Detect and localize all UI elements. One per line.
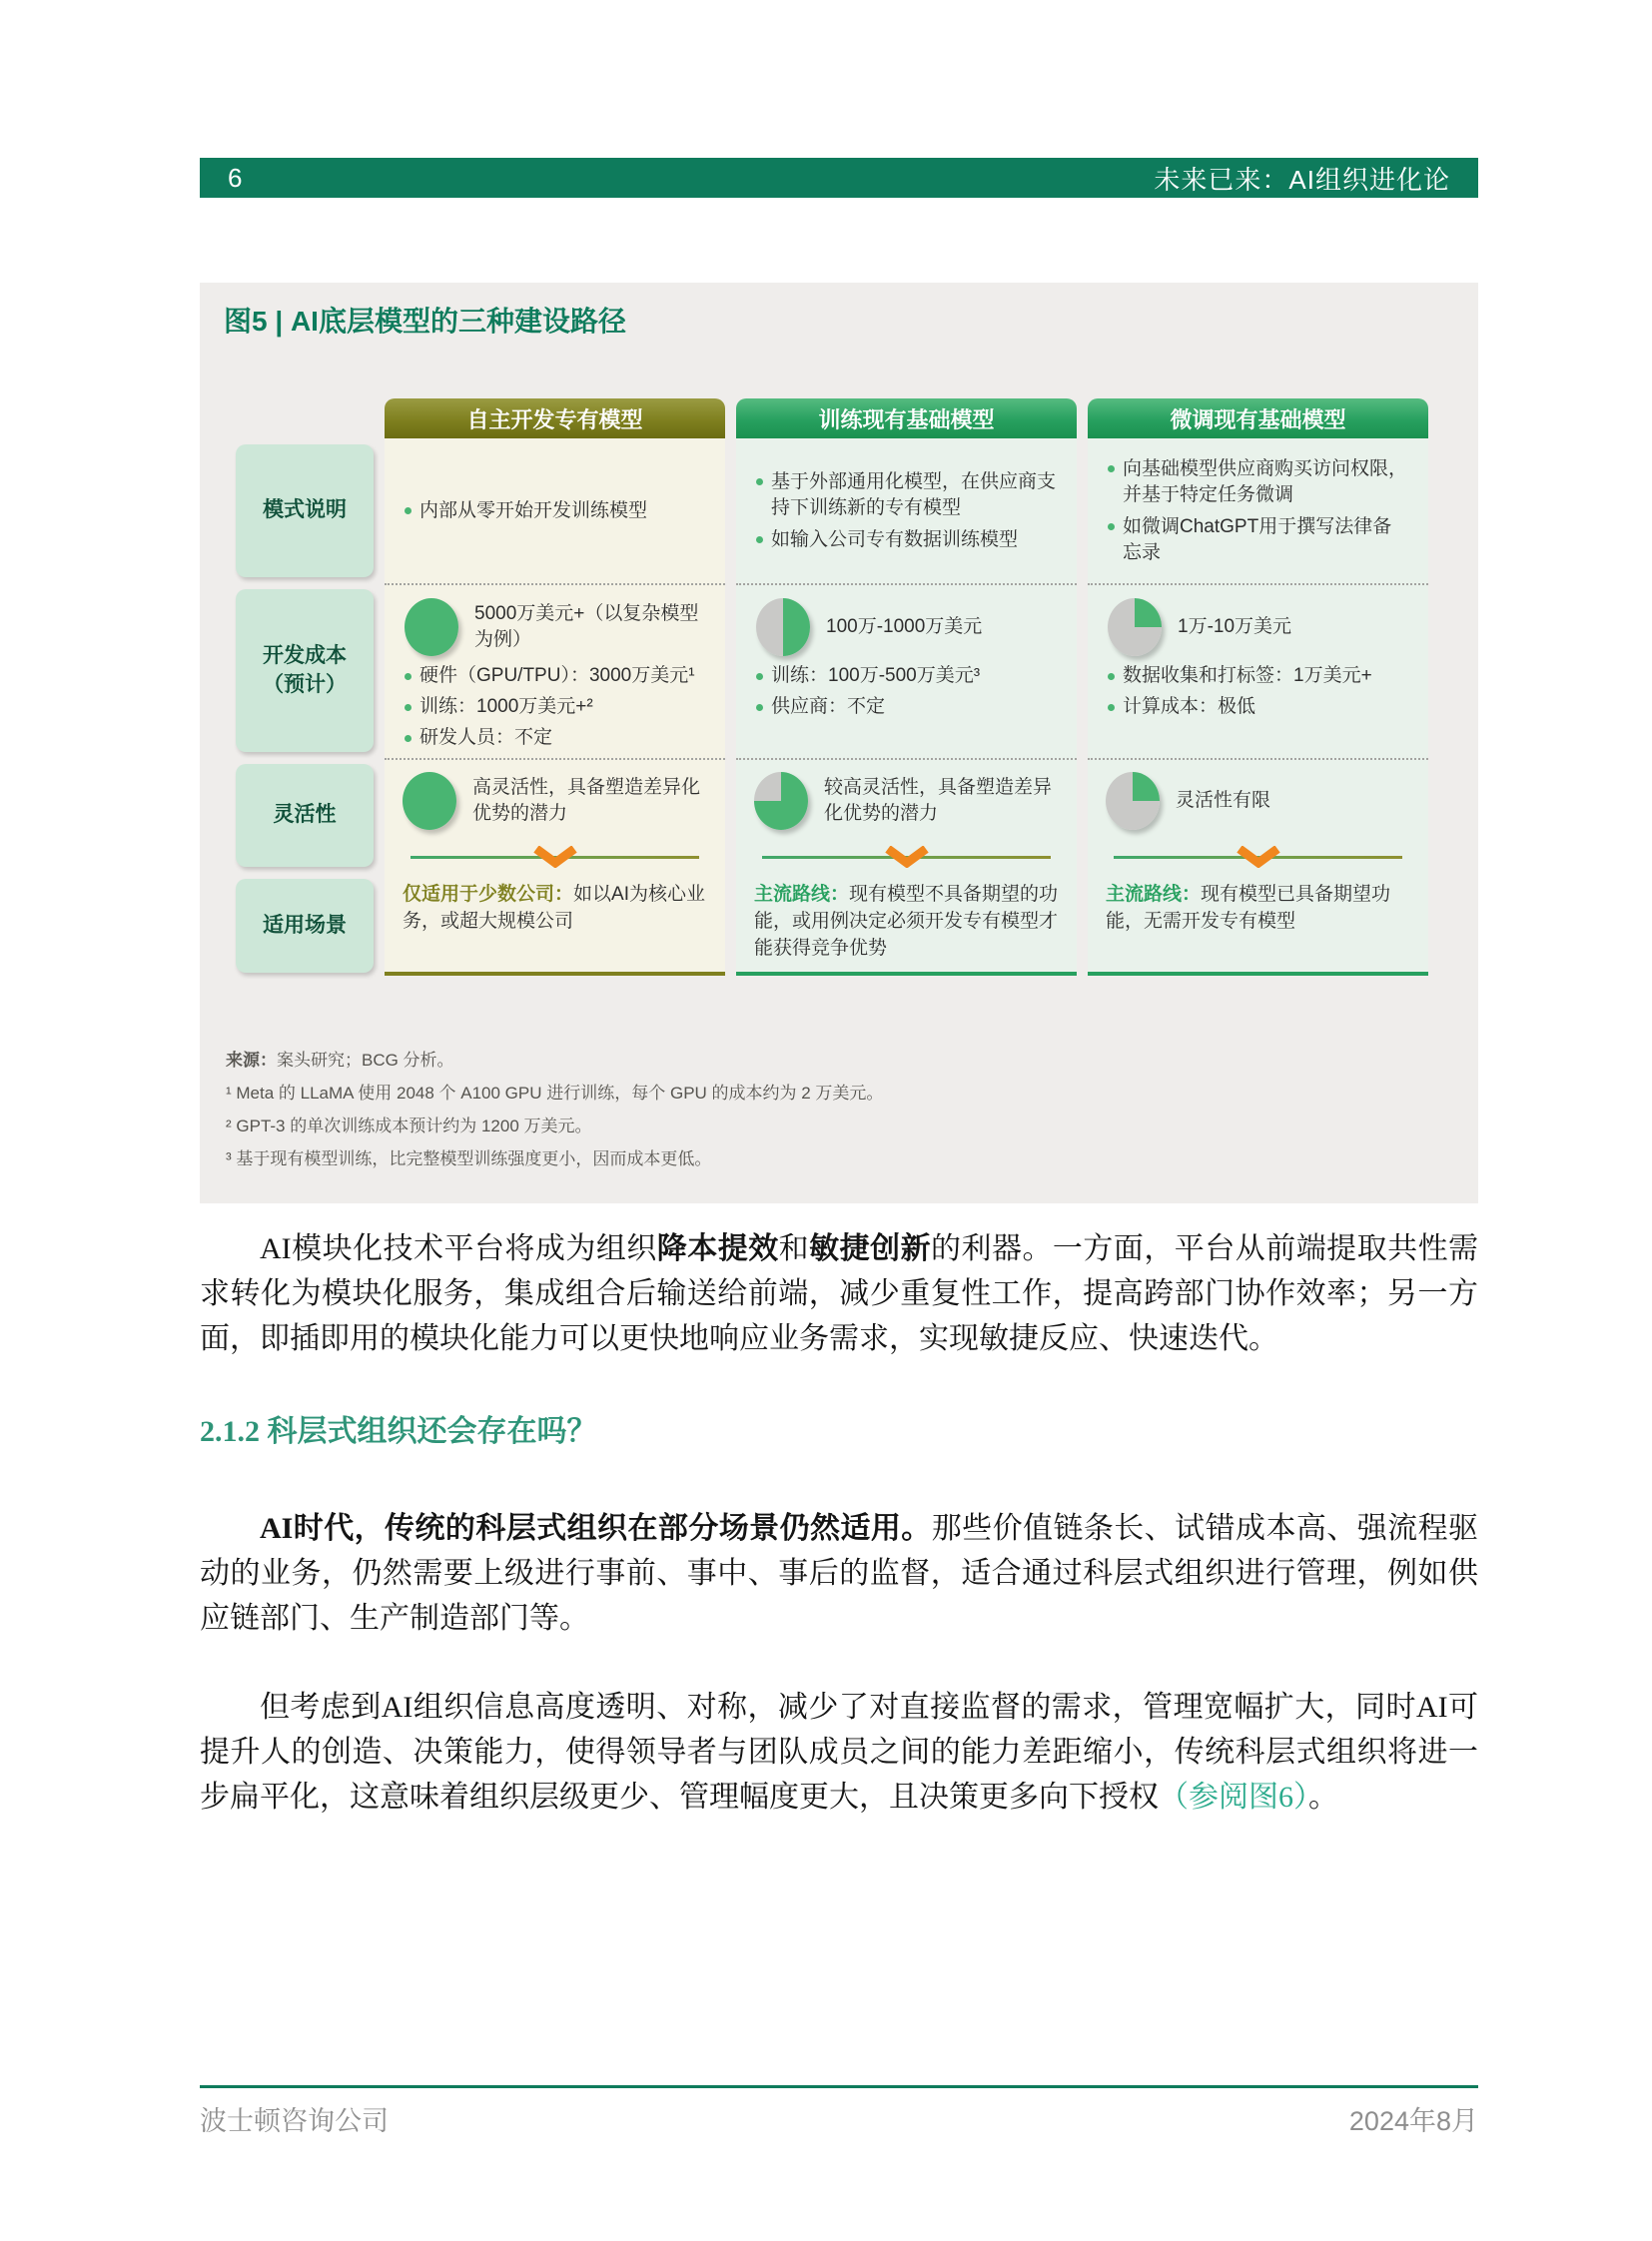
cost-section [736, 583, 1077, 758]
body-paragraph-3: 但考虑到AI组织信息高度透明、对称，减少了对直接监督的需求，管理宽幅扩大，同时AI可提升人的创造、决策能力，使得领导者与团队成员之间的能力差距缩小，传统科层式组织将进一步扁平化，这意味着组织层级更少、管理幅度更大，且决策更多向下授权（参阅图6）。 [200, 1691, 1478, 1814]
section-heading-2-1-2: 2.1.2 科层式组织还会存在吗？ [200, 1415, 597, 1448]
bullet-item: 如输入公司专有数据训练模型 [754, 527, 1059, 553]
flexibility-pie-chart [1106, 772, 1160, 830]
mode-section [385, 438, 725, 583]
row-label-flexibility: 灵活性 [236, 764, 374, 867]
footer-company: 波士顿咨询公司 [200, 2106, 389, 2136]
footer-divider [200, 2085, 1478, 2088]
body-paragraph-1: AI模块化技术平台将成为组织降本提效和敏捷创新的利器。一方面，平台从前端提取共性需求转化为模块化服务，集成组合后输送给前端，减少重复性工作，提高跨部门协作效率；另一方面，即插即用的模块化能力可以更快地响应业务需求，实现敏捷反应、快速迭代。 [200, 1232, 1479, 1355]
figure-6-reference-link[interactable]: （参阅图6） [1159, 1781, 1308, 1814]
body-paragraph-2: AI时代，传统的科层式组织在部分场景仍然适用。那些价值链条长、试错成本高、强流程驱动的业务，仍然需要上级进行事前、事中、事后的监督，适合通过科层式组织进行管理，例如供应链部门、生产制造部门等。 [200, 1512, 1479, 1635]
scenario-section [736, 873, 1077, 972]
scenario-section [1088, 873, 1428, 972]
bullet-item: 供应商：不定 [754, 695, 1059, 719]
page-number: 6 [228, 162, 243, 193]
figure-title: 图5 | AI底层模型的三种建设路径 [224, 306, 626, 337]
figure-5 [200, 283, 1478, 1203]
column-header: 微调现有基础模型 [1088, 398, 1428, 438]
down-chevron-icon [532, 846, 578, 868]
report-title: 未来已来：AI组织进化论 [1154, 164, 1450, 195]
flexibility-section [1088, 758, 1428, 873]
flexibility-pie-chart [754, 772, 808, 830]
cost-pie-chart [1108, 598, 1162, 656]
scenario-lead: 仅适用于少数公司： [403, 884, 574, 905]
footnote-3: ³ 基于现有模型训练，比完整模型训练强度更小，因而成本更低。 [226, 1149, 712, 1168]
scenario-text: 现有模型已具备期望功能，无需开发专有模型 [1106, 884, 1391, 932]
bullet-item: 硬件（GPU/TPU）：3000万美元¹ [403, 664, 707, 688]
gradient-divider [1114, 845, 1402, 869]
bullet-item: 数据收集和打标签：1万美元+ [1106, 664, 1410, 688]
bullet-item: 研发人员：不定 [403, 726, 707, 750]
scenario-section [385, 873, 725, 972]
flexibility-section [385, 758, 725, 873]
scenario-text: 现有模型不具备期望的功能，或用例决定必须开发专有模型才能获得竞争优势 [754, 884, 1059, 959]
flexibility-text: 灵活性有限 [1176, 790, 1271, 811]
flexibility-section [736, 758, 1077, 873]
bullet-item: 内部从零开始开发训练模型 [403, 498, 707, 524]
gradient-divider [762, 845, 1051, 869]
footnote-2: ² GPT-3 的单次训练成本预计约为 1200 万美元。 [226, 1117, 592, 1135]
cost-pie-chart [756, 598, 810, 656]
footnote-1: ¹ Meta 的 LLaMA 使用 2048 个 A100 GPU 进行训练，每个 GPU 的成本约为 2 万美元。 [226, 1084, 884, 1103]
column-card-train-existing [736, 398, 1077, 976]
row-label-cost: 开发成本 （预计） [236, 589, 374, 752]
column-header: 训练现有基础模型 [736, 398, 1077, 438]
page-footer [200, 2099, 1478, 2138]
flexibility-pie-chart [403, 772, 456, 830]
row-label-scenario: 适用场景 [236, 879, 374, 973]
footer-date: 2024年8月 [1348, 2106, 1478, 2136]
column-card-self-develop [385, 398, 725, 976]
column-card-finetune-existing [1088, 398, 1428, 976]
row-label-mode: 模式说明 [236, 444, 374, 577]
bullet-item: 基于外部通用化模型，在供应商支持下训练新的专有模型 [754, 469, 1059, 521]
cost-headline: 100万-1000万美元 [826, 616, 983, 637]
figure-source [226, 1046, 1454, 1174]
scenario-text: 如以AI为核心业务，或超大规模公司 [403, 884, 705, 932]
scenario-lead: 主流路线： [1106, 884, 1202, 905]
body-text [200, 1226, 1478, 1820]
page-header-bar [200, 158, 1478, 198]
scenario-lead: 主流路线： [754, 884, 850, 905]
cost-pie-chart [405, 598, 458, 656]
source-line: 来源：案头研究；BCG 分析。 [226, 1051, 454, 1070]
down-chevron-icon [1236, 846, 1281, 868]
bullet-item: 向基础模型供应商购买访问权限，并基于特定任务微调 [1106, 456, 1410, 508]
row-label-column [236, 398, 374, 976]
mode-section [736, 438, 1077, 583]
bullet-item: 计算成本：极低 [1106, 695, 1410, 719]
down-chevron-icon [884, 846, 930, 868]
cost-section [385, 583, 725, 758]
figure-table [236, 398, 1454, 976]
gradient-divider [411, 845, 699, 869]
bullet-item: 训练：1000万美元+² [403, 695, 707, 719]
bullet-item: 如微调ChatGPT用于撰写法律备忘录 [1106, 514, 1410, 566]
mode-section [1088, 438, 1428, 583]
cost-headline: 5000万美元+（以复杂模型为例） [474, 603, 699, 650]
cost-headline: 1万-10万美元 [1178, 616, 1292, 637]
bullet-item: 训练：100万-500万美元³ [754, 664, 1059, 688]
column-header: 自主开发专有模型 [385, 398, 725, 438]
flexibility-text: 高灵活性，具备塑造差异化优势的潜力 [472, 777, 701, 824]
cost-section [1088, 583, 1428, 758]
flexibility-text: 较高灵活性，具备塑造差异化优势的潜力 [824, 777, 1053, 824]
